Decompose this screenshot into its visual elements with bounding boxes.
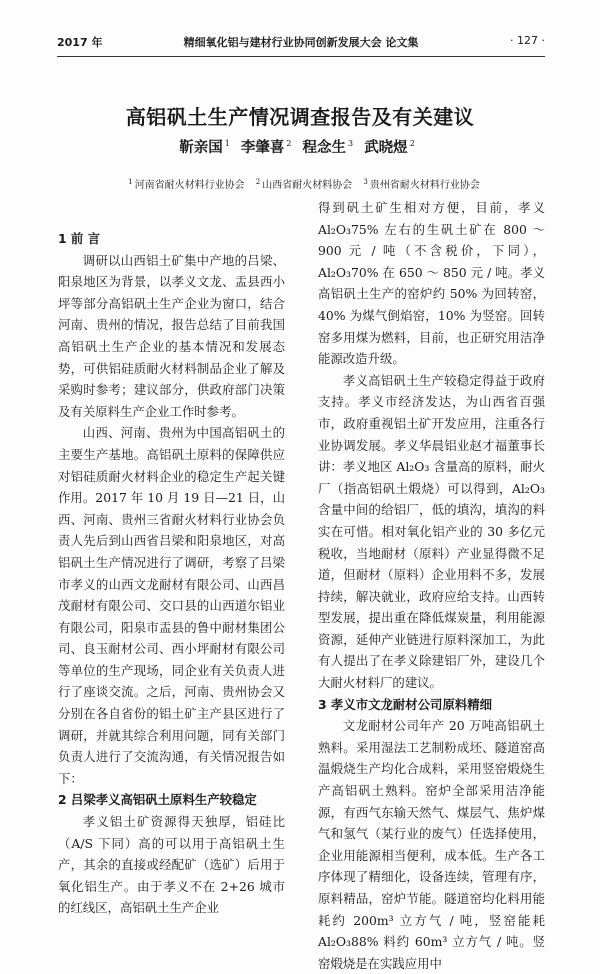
author-name: 程念生 bbox=[302, 139, 347, 156]
section-heading: 3 孝义市文龙耐材公司原料精细 bbox=[318, 696, 493, 712]
running-header bbox=[57, 34, 545, 49]
affiliation-number: 1 bbox=[128, 177, 133, 186]
paragraph: 文龙耐材公司年产 20 万吨高铝矾土熟料。采用湿法工艺制粉成坯、隧道窑高温煅烧生产均化合成料，采用竖窑煅烧生产高铝矾土熟料。窑炉全部采用洁净能源，有西气东输天然气、煤层气、焦炉煤气和氢气（某行业的废气）任选择使用，企业用能源相当便利，成本低。生产各工序体现了精细化，设备连续，管理有序，原料精品，窑炉节能。隧道窑均化料用能耗约 200m³ 立方气 / 吨，竖窑能耗 Al₂O₃88% 料约 60m³ 立方气 / 吨。竖窑煅烧是在实践应用中 bbox=[318, 718, 545, 971]
affiliation-name: 贵州省耐火材料行业协会 bbox=[369, 180, 480, 191]
section-heading: 1 前 言 bbox=[58, 231, 101, 246]
paragraph: 孝义高铝矾土生产较稳定得益于政府支持。孝义市经济发达，为山西省百强市，政府重视铝土矿开发应用，注重各行业协调发展。孝义华晨铝业赵才福董事长讲：孝义地区 Al₂O₃ 含量高的原料，耐火厂（指高铝矾土煅烧）可以得到，Al₂O₃ 含量中间的给铝厂，低的填沟，填沟的料实在可惜。相对氧化铝产业的 30 多亿元税收，当地耐材（原料）产业显得微不足道，但耐材（原料）企业用料不多，发展持续，解决就业，政府应给支持。山西转型发展，提出重在降低煤炭量，利用能源资源，延伸产业链进行原料深加工，为此有人提出了在孝义除建铝厂外，建设几个大耐火材料厂的建议。 bbox=[318, 372, 545, 691]
header-conference: 精细氧化铝与建材行业协同创新发展大会 论文集 bbox=[183, 36, 419, 49]
author-affiliation-mark: 3 bbox=[348, 139, 354, 149]
article-title: 高铝矾土生产情况调查报告及有关建议 bbox=[125, 105, 475, 129]
affiliation-list bbox=[0, 176, 600, 191]
paragraph-continued: 得到矾土矿生相对方便，目前，孝义 Al₂O₃75% 左右的生矾土矿在 800 ～ 900 元 / 吨（不含税价，下同），Al₂O₃70% 在 650 ～ 850 元 / 吨。孝义高铝矾土生产的窑炉约 50% 为回转窑，40% 为煤气倒焰窑，10% 为竖窑。回转窑多用煤为燃料，目前，也正研究用洁净能源改造升级。 bbox=[318, 200, 545, 367]
right-column bbox=[318, 197, 545, 974]
paragraph: 孝义铝土矿资源得天独厚，铝硅比（A/S 下同）高的可以用于高铝矾土生产，其余的直接或经配矿（选矿）后用于氧化铝生产。由于孝义不在 2+26 城市的红线区，高铝矾土生产企业 bbox=[58, 814, 285, 916]
left-column bbox=[58, 228, 285, 919]
page-number: · 127 · bbox=[510, 34, 545, 47]
author-affiliation-mark: 2 bbox=[286, 139, 292, 149]
paragraph: 山西、河南、贵州为中国高铝矾土的主要生产基地。高铝矾土原料的保障供应对铝硅质耐火材料企业的稳定生产起关键作用。2017 年 10 月 19 日—21 日，山西、河南、贵州三省耐火材料行业协会负责人先后到山西省吕梁和阳泉地区，对高铝矾土生产情况进行了调研，考察了吕梁市孝义的山西文龙耐材有限公司、山西昌茂耐材有限公司、交口县的山西道尔铝业有限公司，阳泉市盂县的鲁中耐材集团公司、良玉耐材公司、西小坪耐材有限公司等单位的生产现场，同企业有关负责人进行了座谈交流。之后，河南、贵州协会又分别在各自省份的铝土矿主产县区进行了调研，并就其综合利用问题，同有关部门负责人进行了交流沟通，有关情况报告如下： bbox=[58, 425, 285, 786]
author-list bbox=[0, 136, 600, 157]
author-affiliation-mark: 1 bbox=[224, 139, 230, 149]
author-name: 靳亲国 bbox=[179, 139, 223, 156]
section-heading: 2 吕梁孝义高铝矾土原料生产较稳定 bbox=[58, 792, 257, 808]
paragraph: 调研以山西铝土矿集中产地的吕梁、阳泉地区为背景，以孝义文龙、盂县西小坪等部分高铝矾土生产企业为窗口，结合河南、贵州的情况，报告总结了目前我国高铝矾土生产企业的基本情况和发展态势，可供铝硅质耐火材料制品企业了解及采购时参考；建议部分，供政府部门决策及有关原料生产企业工作时参考。 bbox=[58, 252, 285, 419]
author-name: 李肇喜 bbox=[240, 139, 285, 156]
affiliation-number: 2 bbox=[255, 177, 261, 186]
affiliation-number: 3 bbox=[363, 177, 368, 186]
header-rule bbox=[57, 56, 545, 57]
affiliation-name: 河南省耐火材料行业协会 bbox=[134, 180, 245, 191]
author-name: 武晓煜 bbox=[364, 139, 408, 156]
header-year: 2017 年 bbox=[57, 36, 103, 49]
affiliation-name: 山西省耐火材料协会 bbox=[262, 180, 353, 191]
author-affiliation-mark: 2 bbox=[409, 139, 415, 149]
